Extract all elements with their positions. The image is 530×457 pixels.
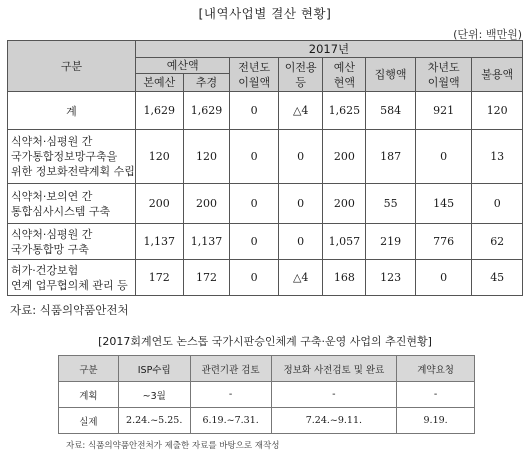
cell: 168 [323,260,366,296]
cell: 1,629 [135,92,183,130]
cell: - [271,382,397,408]
header-unused: 불용액 [472,58,523,92]
cell: 172 [135,260,183,296]
header-transfer: 이전용 등 [278,58,323,92]
cell: 1,137 [135,224,183,260]
cell: ~3월 [118,382,190,408]
cell: 1,629 [183,92,230,130]
cell: 13 [472,130,523,184]
cell: 120 [472,92,523,130]
cell: - [190,382,271,408]
table-row [8,184,523,224]
cell: 921 [415,92,471,130]
row-label: 계 [8,92,136,130]
cell: 120 [183,130,230,184]
table2-source: 자료: 식품의약품안전처가 제출한 자료를 바탕으로 재작성 [66,441,280,451]
cell: △4 [278,92,323,130]
cell: 0 [230,184,278,224]
cell: 45 [472,260,523,296]
cell: - [397,382,475,408]
header-year: 2017년 [135,41,522,58]
cell: 172 [183,260,230,296]
cell: 실제 [59,408,119,434]
cell: 200 [323,184,366,224]
table-row [59,382,475,408]
cell: 0 [230,92,278,130]
settlement-table [7,40,523,296]
cell: 9.19. [397,408,475,434]
cell: 1,057 [323,224,366,260]
cell: 6.19.~7.31. [190,408,271,434]
cell: 0 [278,130,323,184]
cell: 1,137 [183,224,230,260]
cell: 62 [472,224,523,260]
cell: 200 [135,184,183,224]
header-cell: 계약요청 [397,356,475,382]
header-cell: 관련기관 검토 [190,356,271,382]
row-label: 식약처·심평원 간 국가통합정보망구축을 위한 정보화전략계획 수립 [8,130,136,184]
cell: 0 [472,184,523,224]
cell: 584 [366,92,416,130]
header-original: 본예산 [135,74,183,92]
header-budget-current: 예산 현액 [323,58,366,92]
table-row [8,224,523,260]
table-row [8,130,523,184]
header-cell: ISP수립 [118,356,190,382]
table-header-row [59,356,475,382]
cell: 0 [278,224,323,260]
cell: 200 [323,130,366,184]
cell: 219 [366,224,416,260]
cell: 0 [415,260,471,296]
header-next-carryover: 차년도 이월액 [415,58,471,92]
header-cell: 구분 [59,356,119,382]
header-prev-carryover: 전년도 이월액 [230,58,278,92]
cell: 0 [415,130,471,184]
cell: 0 [230,260,278,296]
unit-label: (단위: 백만원) [453,28,522,41]
header-supplementary: 추경 [183,74,230,92]
table-row [59,408,475,434]
table2-title: [2017회계연도 논스톱 국가시판승인체계 구축·운영 사업의 추진현황] [98,335,432,348]
cell: 123 [366,260,416,296]
table1-title: [내역사업별 결산 현황] [198,6,332,21]
table1-source: 자료: 식품의약품안전처 [10,303,129,317]
cell: 145 [415,184,471,224]
table-row [8,92,523,130]
cell: △4 [278,260,323,296]
cell: 1,625 [323,92,366,130]
header-executed: 집행액 [366,58,416,92]
table-row [8,260,523,296]
header-budget: 예산액 [135,58,230,74]
cell: 55 [366,184,416,224]
cell: 0 [278,184,323,224]
cell: 2.24.~5.25. [118,408,190,434]
cell: 7.24.~9.11. [271,408,397,434]
cell: 계획 [59,382,119,408]
cell: 0 [230,224,278,260]
cell: 776 [415,224,471,260]
cell: 120 [135,130,183,184]
header-cell: 정보화 사전검토 및 완료 [271,356,397,382]
cell: 187 [366,130,416,184]
header-category: 구분 [8,41,136,92]
progress-table [58,355,475,434]
row-label: 허가·건강보험 연계 업무협의체 관리 등 [8,260,136,296]
cell: 200 [183,184,230,224]
row-label: 식약처·심평원 간 국가통합망 구축 [8,224,136,260]
row-label: 식약처·보의연 간 통합심사시스템 구축 [8,184,136,224]
cell: 0 [230,130,278,184]
